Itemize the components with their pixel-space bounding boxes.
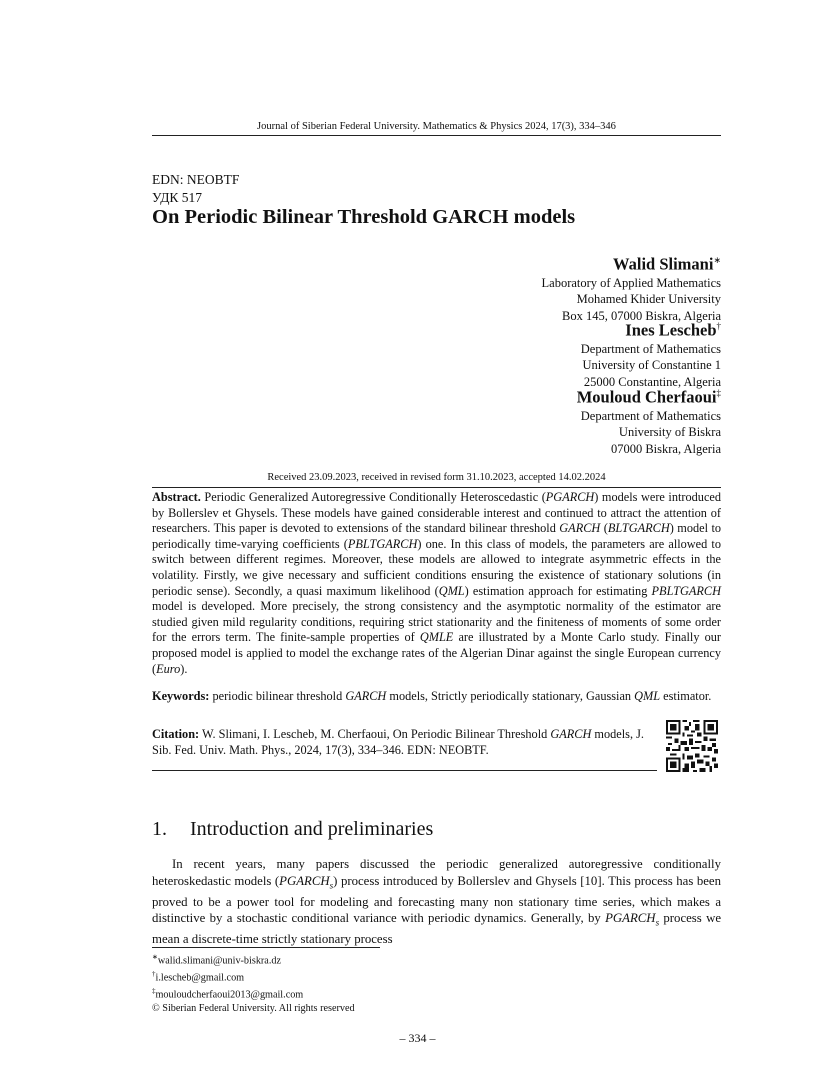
citation-rule bbox=[152, 770, 657, 771]
affiliation-line: 07000 Biskra, Algeria bbox=[610, 441, 721, 456]
keywords: Keywords: periodic bilinear threshold GARCH models, Strictly periodically stationary, Gaussian QML estimator. bbox=[152, 689, 712, 703]
author-name: Ines Lescheb† bbox=[625, 320, 721, 340]
paper-title: On Periodic Bilinear Threshold GARCH models bbox=[152, 206, 576, 228]
author-3 bbox=[577, 383, 721, 457]
journal-header: Journal of Siberian Federal University. Mathematics & Physics 2024, 17(3), 334–346 bbox=[257, 121, 616, 132]
page-number: – 334 – bbox=[399, 1031, 436, 1045]
affiliation-line: Mohamed Khider University bbox=[576, 292, 721, 306]
udk-label: УДК 517 bbox=[152, 190, 203, 205]
author-2 bbox=[581, 316, 721, 390]
author-name: Walid Slimani∗ bbox=[613, 254, 721, 274]
edn-label: EDN: NEOBTF bbox=[152, 172, 240, 187]
abstract-top-rule bbox=[152, 487, 721, 488]
abstract: Abstract. Periodic Generalized Autoregressive Conditionally Heteroscedastic (PGARCH) models were introduced by Bollerslev et Ghysels. These models have gained considerable interest and continued to attract the attention of researchers. This paper is devoted to extensions of the standard bilinear threshold GARCH (BLTGARCH) model to periodically time-varying coefficients (PBLTGARCH) one. In this class of models, the parameters are allowed to switch between different regimes. Moreover, these models are allowed to integrate asymmetric effects in the volatility. Firstly, we give necessary and sufficient conditions ensuring the existence of stationary solutions (in periodic sense). Secondly, a quasi maximum likelihood (QML) estimation approach for estimating PBLTGARCH model is developed. More precisely, the strong consistency and the asymptotic normality of the estimator are studied given mild regularity conditions, requiring strict stationarity and the finiteness of moments of some order for the errors term. The finite-sample properties of QMLE are illustrated by a Monte Carlo study. Finally our proposed model is applied to model the exchange rates of the Algerian Dinar against the single European currency (Euro). bbox=[152, 490, 722, 676]
affiliation-line: Box 145, 07000 Biskra, Algeria bbox=[561, 308, 721, 323]
affiliation-line: University of Biskra bbox=[618, 425, 721, 439]
section-heading: 1. Introduction and preliminaries bbox=[152, 818, 434, 840]
header-rule bbox=[152, 135, 721, 136]
affiliation-line: 25000 Constantine, Algeria bbox=[583, 374, 721, 389]
citation: Citation: W. Slimani, I. Lescheb, M. Cherfaoui, On Periodic Bilinear Threshold GARCH models, J. Sib. Fed. Univ. Math. Phys., 2024, 17(3), 334–346. EDN: NEOBTF. bbox=[152, 727, 644, 757]
footnote-rule bbox=[152, 947, 380, 948]
affiliation-line: University of Constantine 1 bbox=[582, 358, 721, 372]
footnote: ‡mouloudcherfaoui2013@gmail.com bbox=[152, 986, 304, 1001]
footnote: †i.lescheb@gmail.com bbox=[152, 969, 245, 984]
received-dates: Received 23.09.2023, received in revised form 31.10.2023, accepted 14.02.2024 bbox=[267, 472, 606, 483]
qr-code-icon bbox=[666, 720, 718, 772]
intro-paragraph: In recent years, many papers discussed the periodic generalized autoregressive conditionally heteroskedastic models $(PGARCH_s)$ process introduced by Bollerslev and Ghysels [10]. This process has been proved to be a power tool for modeling and forecasting many non stationary time series, which makes a distinctive by a stochastic conditional variance with periodic dynamics. Generally, by $PGARCH_s$ process we mean a discrete-time strictly stationary process bbox=[152, 857, 721, 947]
footnote: ∗walid.slimani@univ-biskra.dz bbox=[152, 953, 281, 967]
author-1 bbox=[542, 250, 721, 324]
affiliation-line: Laboratory of Applied Mathematics bbox=[541, 275, 721, 290]
footnotes bbox=[152, 951, 355, 1016]
author-name: Mouloud Cherfaoui‡ bbox=[576, 387, 721, 407]
affiliation-line: Department of Mathematics bbox=[580, 341, 721, 356]
copyright: © Siberian Federal University. All rights reserved bbox=[152, 1002, 355, 1014]
affiliation-line: Department of Mathematics bbox=[580, 408, 721, 423]
